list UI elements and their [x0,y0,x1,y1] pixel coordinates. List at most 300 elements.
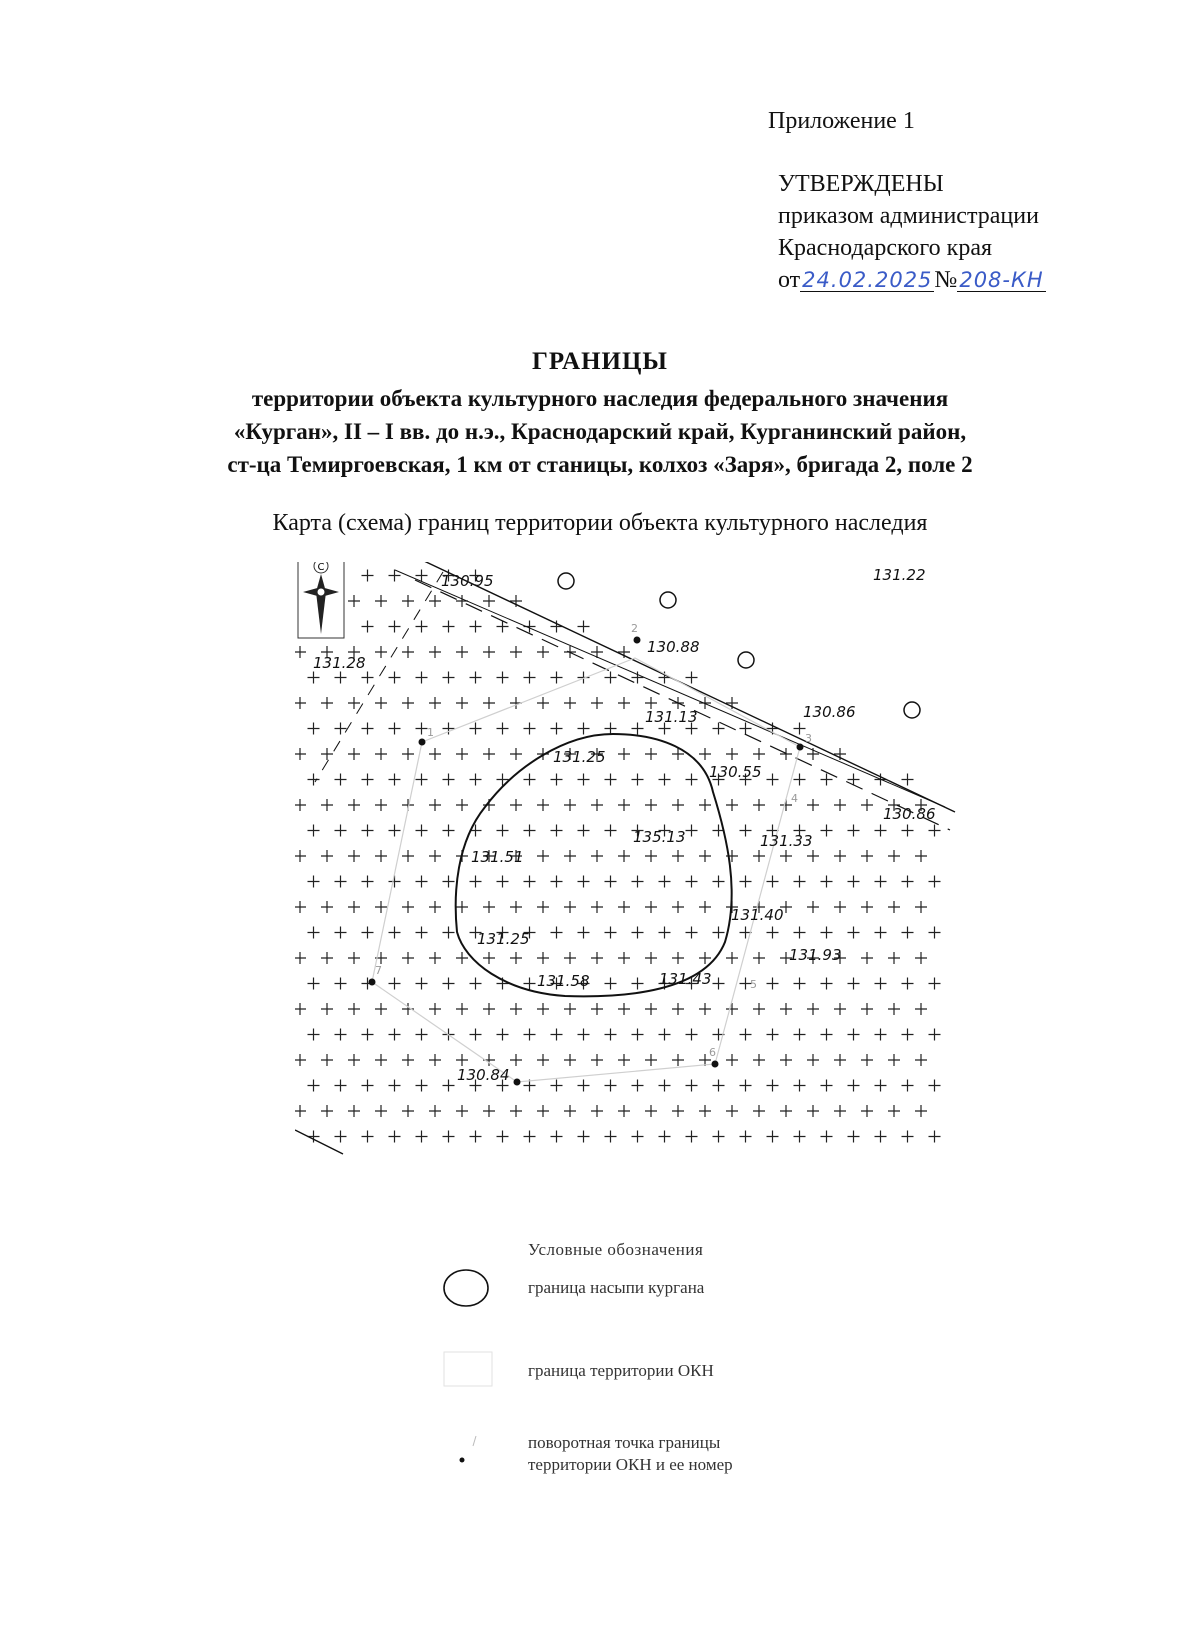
grid-cross [524,825,536,837]
grid-cross [308,978,320,990]
grid-cross [902,1029,914,1041]
grid-cross [510,1054,522,1066]
grid-cross [348,799,360,811]
grid-cross [807,850,819,862]
grid-cross [551,876,563,888]
grid-cross [335,876,347,888]
grid-cross [848,1029,860,1041]
grid-cross [308,672,320,684]
grid-cross [686,876,698,888]
grid-cross [295,901,306,913]
grid-cross [348,850,360,862]
grid-cross [416,978,428,990]
grid-cross [875,876,887,888]
grid-cross [848,978,860,990]
grid-crosses [295,562,941,1143]
grid-cross [726,799,738,811]
grid-cross [510,1105,522,1117]
grid-cross [672,901,684,913]
grid-cross [686,1131,698,1143]
grid-cross [726,748,738,760]
grid-cross [416,1029,428,1041]
grid-cross [578,876,590,888]
grid-cross [875,978,887,990]
grid-cross [335,927,347,939]
grid-cross [295,1003,306,1015]
grid-cross [821,876,833,888]
grid-cross [321,799,333,811]
legend-label: граница насыпи кургана [528,1278,705,1297]
grid-cross [483,901,495,913]
grid-cross [861,1105,873,1117]
grid-cross [308,927,320,939]
grid-cross [686,927,698,939]
grid-cross [686,1080,698,1092]
grid-cross [456,952,468,964]
grid-cross [645,952,657,964]
subtitle-line1: территории объекта культурного наследия федерального значения [251,386,949,411]
grid-cross [699,1105,711,1117]
grid-cross [659,1131,671,1143]
grid-cross [456,748,468,760]
grid-cross [470,621,482,633]
legend-label: территории ОКН и ее номер [528,1455,733,1474]
grid-cross [794,978,806,990]
grid-cross [537,1105,549,1117]
grid-cross [605,927,617,939]
grid-cross [429,748,441,760]
grid-cross [888,1105,900,1117]
grid-cross [888,850,900,862]
grid-cross [618,1003,630,1015]
grid-cross [794,1029,806,1041]
grid-cross [821,1029,833,1041]
grid-cross [483,646,495,658]
grid-cross [929,876,941,888]
grid-cross [429,901,441,913]
grid-cross [578,621,590,633]
grid-cross [794,876,806,888]
grid-cross [295,1054,306,1066]
grid-cross [807,1003,819,1015]
grid-cross [834,1105,846,1117]
approved-label: УТВЕРЖДЕНЫ [778,171,944,197]
grid-cross [659,1029,671,1041]
turning-points [369,637,804,1086]
elevation-label: 131.43 [659,970,712,988]
grid-cross [402,697,414,709]
date-field [800,269,934,292]
grid-cross [591,901,603,913]
grid-cross [578,1029,590,1041]
grid-cross [834,1003,846,1015]
grid-cross [632,1029,644,1041]
grid-cross [699,850,711,862]
grid-cross [929,825,941,837]
grid-cross [861,901,873,913]
grid-cross [429,1003,441,1015]
grid-cross [416,1080,428,1092]
grid-cross [848,825,860,837]
elevation-label: 130.86 [803,703,856,721]
elevation-label: 131.25 [477,930,530,948]
grid-cross [834,799,846,811]
grid-cross [888,1054,900,1066]
grid-cross [605,1029,617,1041]
grid-cross [578,723,590,735]
grid-cross [740,723,752,735]
legend-label: граница территории ОКН [528,1361,714,1380]
grid-cross [497,1029,509,1041]
grid-cross [591,1105,603,1117]
grid-cross [416,825,428,837]
point-number: 7 [375,964,382,977]
grid-cross [524,876,536,888]
grid-cross [713,1131,725,1143]
grid-cross [295,1105,306,1117]
grid-cross [767,1080,779,1092]
legend-item-turning-point [440,1430,840,1480]
grid-cross [591,697,603,709]
grid-cross [605,876,617,888]
grid-cross [848,774,860,786]
grid-cross [564,952,576,964]
grid-cross [402,595,414,607]
grid-cross [888,901,900,913]
grid-cross [443,672,455,684]
grid-cross [915,1003,927,1015]
grid-cross [591,799,603,811]
grid-cross [794,1080,806,1092]
grid-cross [389,876,401,888]
grid-cross [753,748,765,760]
grid-cross [443,876,455,888]
grid-cross [740,825,752,837]
grid-cross [375,1003,387,1015]
grid-cross [295,850,306,862]
grid-cross [295,697,306,709]
grid-cross [848,1080,860,1092]
grid-cross [335,1080,347,1092]
grid-cross [321,901,333,913]
elevation-label: 131.40 [731,906,784,924]
point-number: 5 [750,978,757,991]
grid-cross [686,774,698,786]
grid-cross [659,927,671,939]
grid-cross [902,978,914,990]
grid-cross [321,1054,333,1066]
okn-territory-boundary [372,658,800,1082]
grid-cross [767,774,779,786]
grid-cross [402,646,414,658]
grid-cross [618,748,630,760]
grid-cross [564,1003,576,1015]
grid-cross [348,748,360,760]
grid-cross [618,1054,630,1066]
grid-cross [456,901,468,913]
grid-cross [767,978,779,990]
grid-cross [524,1029,536,1041]
grid-cross [618,901,630,913]
grid-cross [443,978,455,990]
grid-cross [416,723,428,735]
grid-cross [807,1054,819,1066]
mound-boundary-circle-icon [440,1268,500,1308]
grid-cross [834,901,846,913]
grid-cross [564,901,576,913]
grid-cross [470,774,482,786]
grid-cross [888,1003,900,1015]
elevation-label: 131.22 [873,566,926,584]
elevation-label: 131.13 [645,708,698,726]
grid-cross [470,672,482,684]
grid-cross [389,672,401,684]
grid-cross [915,901,927,913]
grid-cross [443,1080,455,1092]
grid-cross [429,646,441,658]
grid-cross [456,1003,468,1015]
grid-cross [875,1080,887,1092]
grid-cross [915,952,927,964]
grid-cross [605,672,617,684]
appendix-label: Приложение 1 [768,108,915,134]
grid-cross [740,1029,752,1041]
date-handwritten: 24.02.2025 [802,268,933,292]
grid-cross [605,1080,617,1092]
grid-cross [632,774,644,786]
grid-cross [591,1054,603,1066]
grid-cross [348,595,360,607]
elevation-label: 131.93 [789,946,842,964]
grid-cross [429,595,441,607]
grid-cross [389,621,401,633]
grid-cross [564,850,576,862]
grid-cross [389,1131,401,1143]
grid-cross [402,748,414,760]
grid-cross [753,850,765,862]
elevation-label: 130.84 [457,1066,510,1084]
grid-cross [915,1105,927,1117]
grid-cross [321,1105,333,1117]
grid-cross [578,825,590,837]
grid-cross [821,825,833,837]
grid-cross [902,825,914,837]
grid-cross [564,697,576,709]
elevation-label: 131.58 [537,972,590,990]
grid-cross [362,927,374,939]
grid-cross [645,901,657,913]
grid-cross [753,1054,765,1066]
grid-cross [524,1131,536,1143]
grid-cross [335,672,347,684]
north-label: С [317,562,325,573]
grid-cross [510,748,522,760]
grid-cross [605,774,617,786]
grid-cross [443,927,455,939]
grid-cross [375,850,387,862]
grid-cross [348,952,360,964]
grid-cross [362,672,374,684]
number-field [957,269,1045,292]
elevation-label: 130.88 [647,638,700,656]
grid-cross [348,1105,360,1117]
grid-cross [362,570,374,582]
grid-cross [308,723,320,735]
grid-cross [821,927,833,939]
grid-cross [834,850,846,862]
grid-cross [767,1131,779,1143]
grid-cross [794,723,806,735]
turning-point-dot-icon [440,1430,500,1480]
grid-cross [456,646,468,658]
grid-cross [713,1080,725,1092]
grid-cross [510,646,522,658]
grid-cross [632,927,644,939]
grid-cross [618,952,630,964]
grid-cross [551,1029,563,1041]
grid-cross [551,672,563,684]
grid-cross [551,1080,563,1092]
grid-cross [902,1131,914,1143]
grid-cross [875,825,887,837]
grid-cross [483,952,495,964]
grid-cross [308,876,320,888]
grid-cross [375,1105,387,1117]
grid-cross [632,1131,644,1143]
grid-cross [672,799,684,811]
grid-cross [537,646,549,658]
grid-cross [618,1105,630,1117]
grid-cross [416,672,428,684]
grid-cross [861,1054,873,1066]
grid-cross [848,876,860,888]
grid-cross [848,1131,860,1143]
grid-cross [753,799,765,811]
grid-cross [510,1003,522,1015]
grid-cross [767,927,779,939]
grid-cross [389,1029,401,1041]
grid-cross [321,850,333,862]
grid-cross [524,978,536,990]
grid-cross [483,595,495,607]
grid-cross [362,621,374,633]
grid-cross [807,901,819,913]
grid-cross [888,952,900,964]
map-caption: Карта (схема) границ территории объекта культурного наследия [272,510,928,536]
grid-cross [713,978,725,990]
grid-cross [470,876,482,888]
grid-cross [470,1131,482,1143]
grid-cross [753,1105,765,1117]
grid-cross [295,646,306,658]
grid-cross [753,1003,765,1015]
grid-cross [578,1131,590,1143]
grid-cross [456,1105,468,1117]
grid-cross [470,978,482,990]
grid-cross [780,850,792,862]
grid-cross [537,850,549,862]
grid-cross [861,799,873,811]
grid-cross [443,1131,455,1143]
grid-cross [551,825,563,837]
grid-cross [767,876,779,888]
point-number: 1 [427,726,434,739]
grid-cross [335,774,347,786]
grid-cross [308,774,320,786]
legend-label: поворотная точка границы [528,1433,721,1452]
grid-cross [929,1029,941,1041]
grid-cross [578,774,590,786]
road-lines [295,562,955,1154]
number-handwritten: 208-КН [959,268,1044,292]
grid-cross [362,723,374,735]
grid-cross [699,748,711,760]
grid-cross [524,723,536,735]
grid-cross [375,799,387,811]
document-title: ГРАНИЦЫ [532,348,668,375]
grid-cross [429,1054,441,1066]
grid-cross [551,723,563,735]
grid-cross [794,774,806,786]
grid-cross [402,952,414,964]
grid-cross [348,697,360,709]
grid-cross [375,595,387,607]
grid-cross [497,672,509,684]
grid-cross [416,876,428,888]
grid-cross [470,723,482,735]
grid-cross [713,876,725,888]
grid-cross [537,952,549,964]
elevation-label: 131.25 [553,748,606,766]
grid-cross [632,723,644,735]
grid-cross [497,1131,509,1143]
grid-cross [510,952,522,964]
grid-cross [443,774,455,786]
grid-cross [686,1029,698,1041]
grid-cross [645,1105,657,1117]
grid-cross [645,799,657,811]
grid-cross [321,1003,333,1015]
grid-cross [321,952,333,964]
grid-cross [389,927,401,939]
grid-cross [295,799,306,811]
grid-cross [537,901,549,913]
grid-cross [794,927,806,939]
grid-cross [416,927,428,939]
grid-cross [402,1054,414,1066]
legend-item-territory [440,1350,840,1390]
grid-cross [362,825,374,837]
grid-cross [537,1054,549,1066]
grid-cross [362,1131,374,1143]
grid-cross [510,799,522,811]
grid-cross [348,1003,360,1015]
grid-cross [389,1080,401,1092]
grid-cross [740,876,752,888]
grid-cross [308,825,320,837]
grid-cross [740,1080,752,1092]
grid-cross [618,697,630,709]
grid-cross [443,825,455,837]
grid-cross [929,1131,941,1143]
grid-cross [551,1131,563,1143]
grid-cross [321,748,333,760]
grid-cross [699,1003,711,1015]
number-prefix: № [934,267,958,293]
grid-cross [591,646,603,658]
grid-cross [483,1105,495,1117]
grid-cross [389,774,401,786]
